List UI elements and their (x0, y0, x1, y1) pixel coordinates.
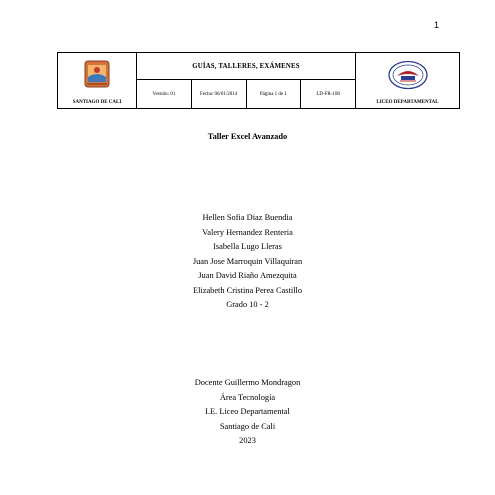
left-logo-cell (58, 53, 137, 109)
institution-name: I.E. Liceo Departamental (205, 407, 290, 416)
city-name: Santiago de Cali (219, 421, 276, 431)
grade-label: Grado 10 - 2 (226, 300, 269, 309)
page-number: 1 (433, 20, 439, 30)
left-school-label: SANTIAGO DE CALI (72, 99, 122, 105)
liceo-departamental-emblem-icon (388, 60, 428, 90)
student-name: Isabella Lugo Lleras (213, 242, 282, 251)
subject-area: Área Tecnología (219, 392, 276, 402)
right-logo-cell (356, 53, 460, 109)
student-name: Valery Hernandez Renteria (202, 227, 293, 237)
student-name: Elizabeth Cristina Perea Castillo (192, 285, 303, 295)
student-name: Hellen Sofia Diaz Buendia (202, 213, 293, 222)
document-code-cell: LD-FR-108 (301, 80, 356, 109)
page-info-cell: Página 1 de 1 (246, 80, 301, 109)
teacher-name: Docente Guillermo Mondragon (194, 378, 301, 387)
student-list (0, 211, 495, 313)
student-name: Juan David Riaño Amezquita (198, 271, 297, 280)
santiago-de-cali-shield-icon (84, 60, 110, 88)
footer-info (0, 376, 495, 449)
document-header-table (57, 52, 460, 109)
student-name: Juan Jose Marroquin Villaquiran (192, 256, 303, 266)
date-cell: Fecha: 06/01/2014 (191, 80, 246, 109)
document-title: Taller Excel Avanzado (207, 132, 288, 141)
version-cell: Versión: 01 (137, 80, 192, 109)
year: 2023 (239, 436, 256, 445)
right-school-label: LICEO DEPARTAMENTAL (376, 99, 439, 105)
header-title: GUÍAS, TALLERES, EXÁMENES (137, 53, 356, 80)
